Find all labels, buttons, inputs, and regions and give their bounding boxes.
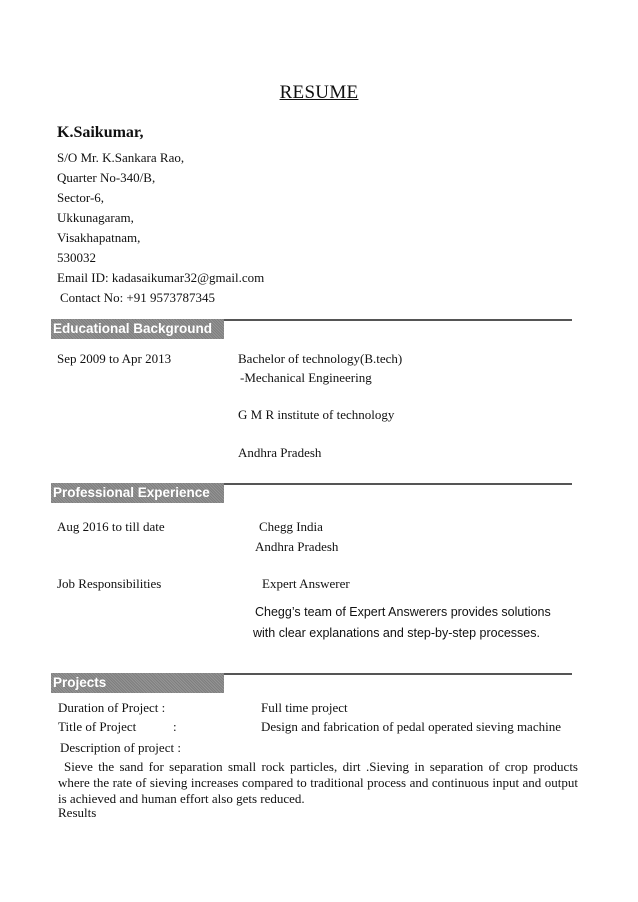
education-state: Andhra Pradesh — [238, 445, 322, 460]
education-period: Sep 2009 to Apr 2013 — [57, 351, 172, 366]
address-line: S/O Mr. K.Sankara Rao, — [57, 150, 185, 165]
address-line: Quarter No-340/B, — [57, 170, 156, 185]
section-heading-projects: Projects — [51, 673, 224, 693]
resume-title: RESUME — [279, 82, 359, 103]
results-label: Results — [58, 805, 97, 820]
responsibility-description: Chegg’s team of Expert Answerers provides solutions — [255, 605, 551, 619]
responsibilities-label: Job Responsibilities — [57, 576, 162, 591]
experience-role: Expert Answerer — [262, 576, 350, 591]
address-line: Visakhapatnam, — [57, 230, 141, 245]
project-description: Sieve the sand for separation small rock particles, dirt .Sieving in separation of crop products where the rate of sieving increases compared to traditional process and continuous input and output is achieved and human effort also gets reduced. — [58, 759, 578, 806]
education-degree: Bachelor of technology(B.tech) — [238, 351, 403, 366]
project-title-colon: : — [173, 719, 177, 734]
section-heading-experience: Professional Experience — [51, 483, 224, 503]
education-institute: G M R institute of technology — [238, 407, 395, 422]
email: Email ID: kadasaikumar32@gmail.com — [57, 270, 265, 285]
experience-location: Andhra Pradesh — [255, 539, 339, 554]
project-duration-label: Duration of Project : — [58, 700, 166, 715]
address-line: Sector-6, — [57, 190, 105, 205]
address-line: 530032 — [57, 250, 96, 265]
project-duration-value: Full time project — [261, 700, 348, 715]
responsibility-description: with clear explanations and step-by-step processes. — [253, 626, 540, 640]
candidate-name: K.Saikumar, — [57, 124, 144, 141]
education-branch: -Mechanical Engineering — [240, 370, 372, 385]
project-description-label: Description of project : — [60, 740, 181, 755]
section-heading-education: Educational Background — [51, 319, 224, 339]
project-title-value: Design and fabrication of pedal operated sieving machine — [261, 719, 561, 734]
section-divider — [224, 673, 572, 675]
experience-company: Chegg India — [259, 519, 323, 534]
project-title-label: Title of Project — [58, 719, 137, 734]
section-divider — [224, 319, 572, 321]
address-line: Ukkunagaram, — [57, 210, 134, 225]
section-divider — [224, 483, 572, 485]
experience-period: Aug 2016 to till date — [57, 519, 165, 534]
contact-number: Contact No: +91 9573787345 — [60, 290, 216, 305]
